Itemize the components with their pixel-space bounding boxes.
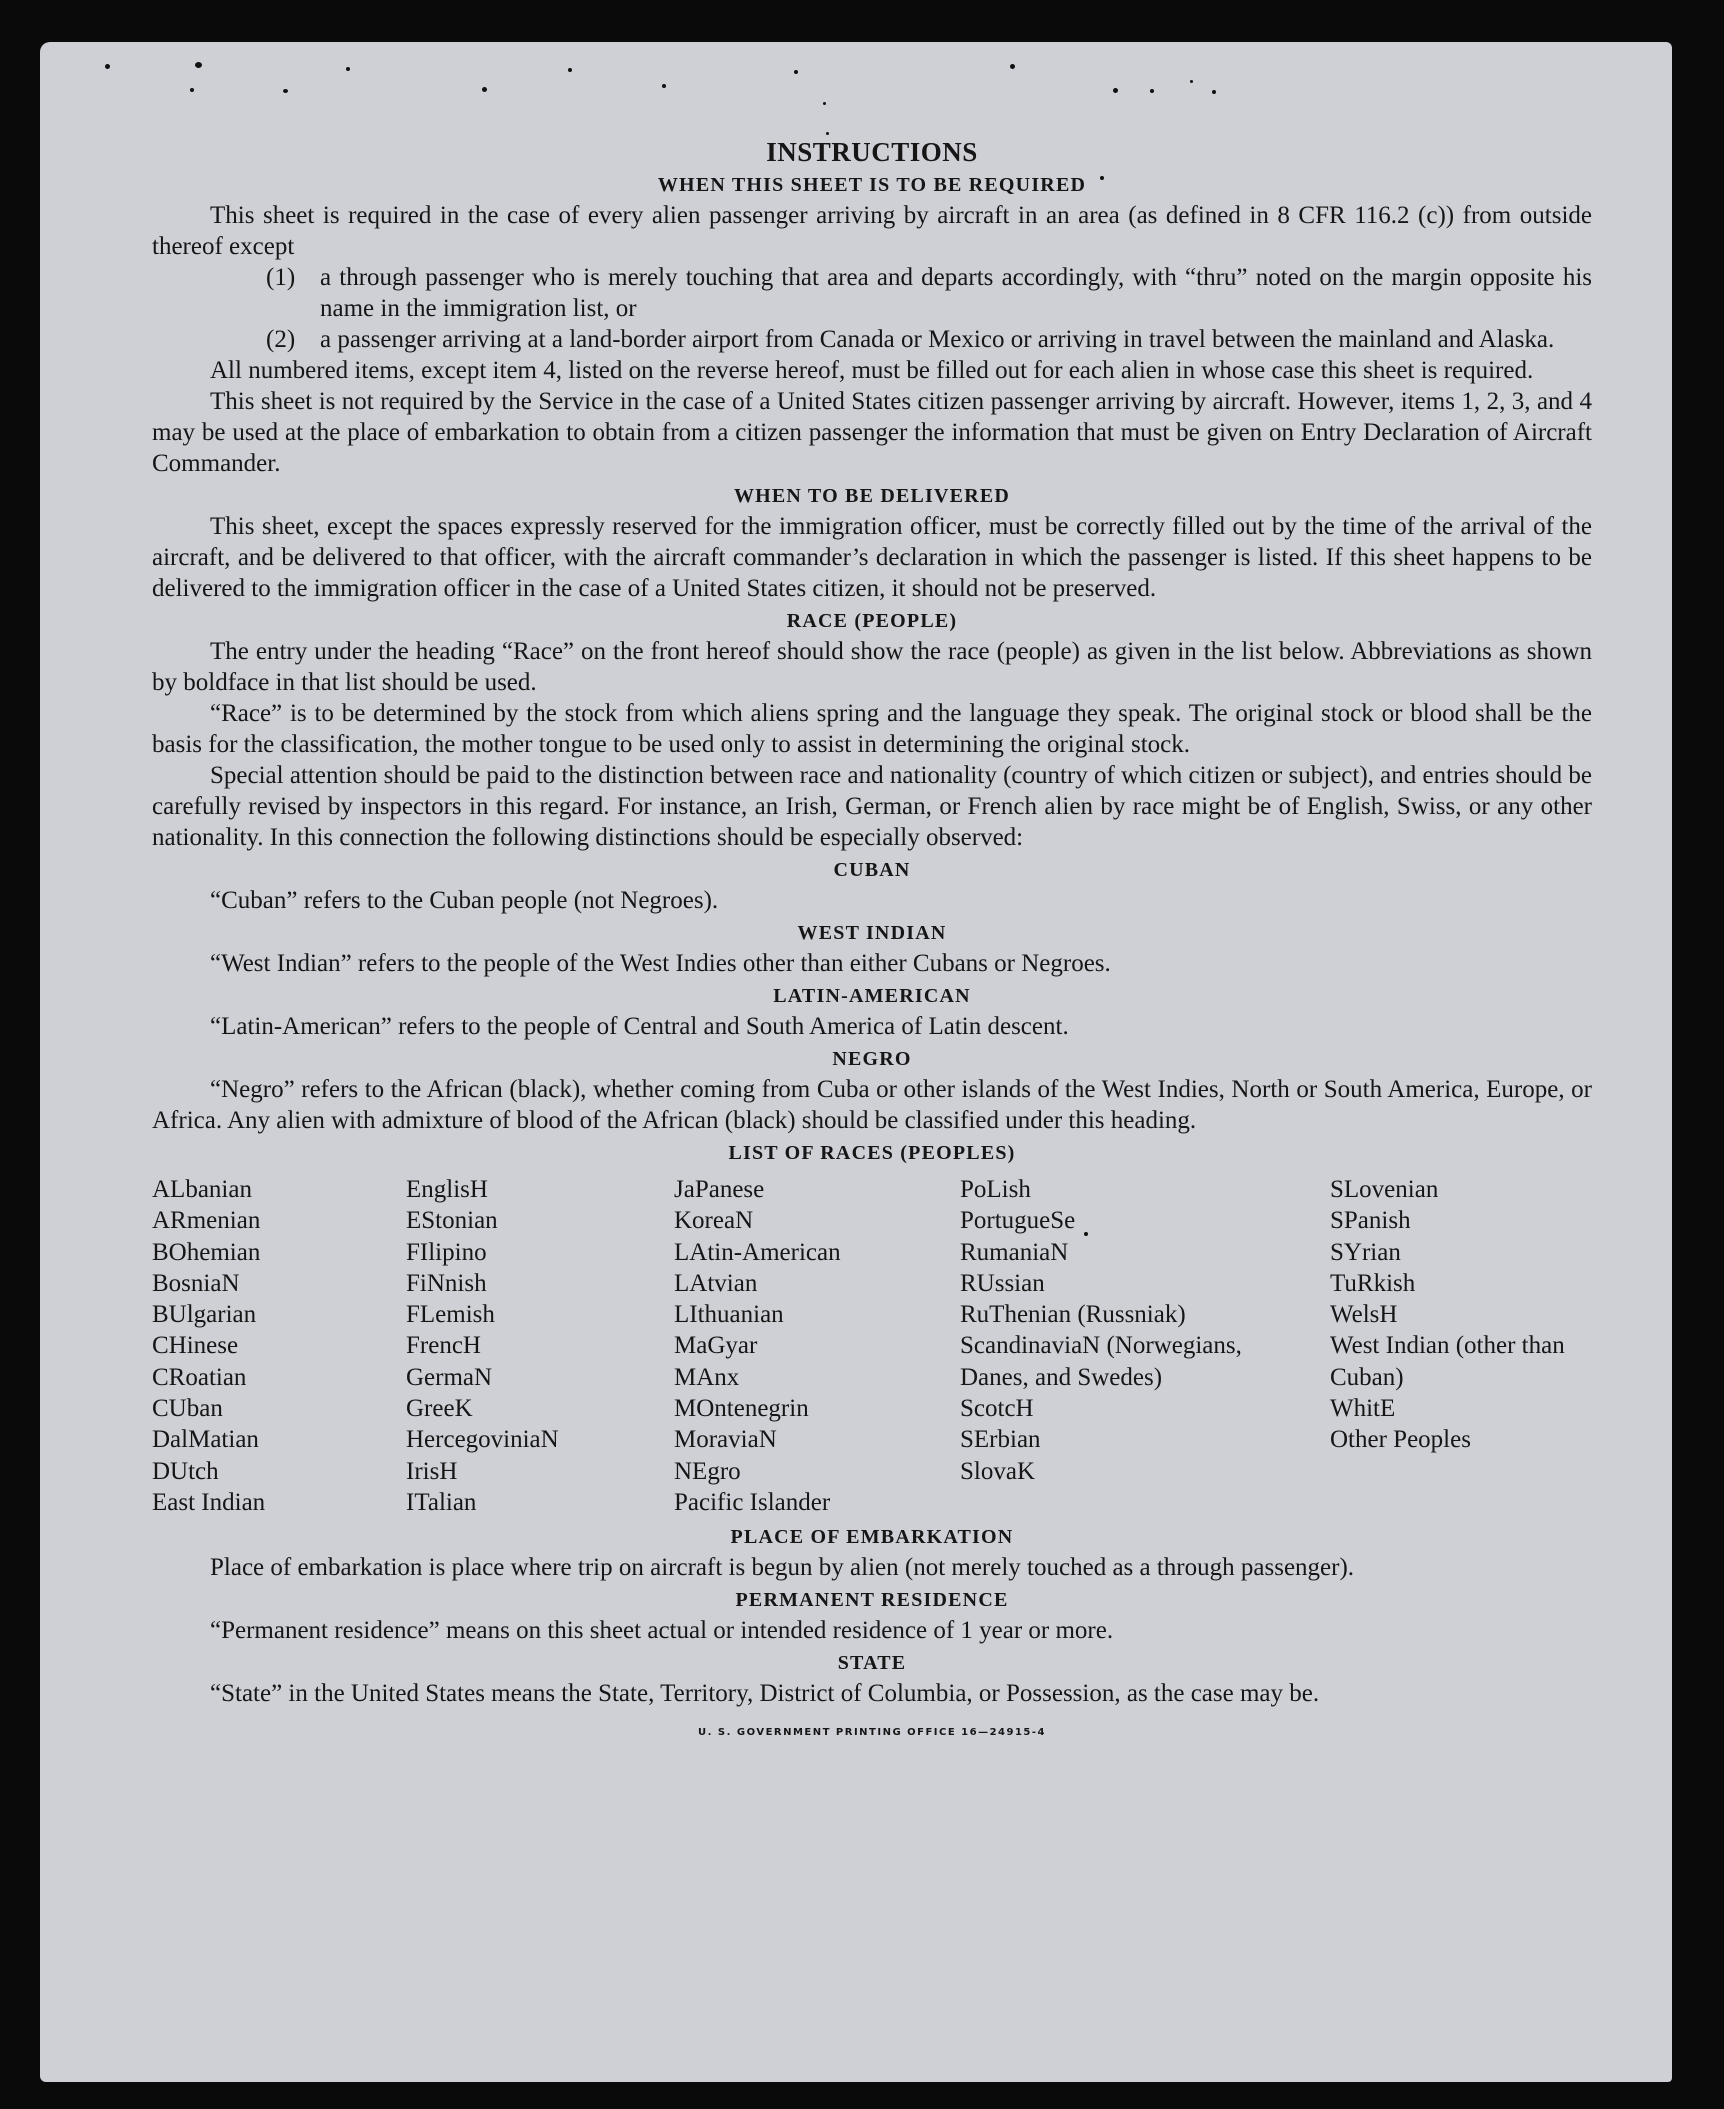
- speck: [346, 67, 350, 71]
- heading-cuban: CUBAN: [833, 859, 911, 881]
- race-entry: CHinese: [152, 1332, 239, 1360]
- item-text: a passenger arriving at a land-border airport from Canada or Mexico or arriving in travel between the mainland and Alaska.: [320, 326, 1555, 353]
- race-entry: RUssian: [960, 1269, 1045, 1297]
- speck: [283, 89, 288, 93]
- document-title: INSTRUCTIONS: [766, 137, 978, 167]
- definition-latin-american: “Latin-American” refers to the people of Central and South America of Latin descent.: [210, 1013, 1069, 1040]
- speck: [1190, 80, 1193, 83]
- paragraph-race-entry: The entry under the heading “Race” on the front hereof should show the race (people) as given in the list below. Abbreviations as shown by boldface in that list should be used.: [152, 638, 1592, 696]
- race-entry: KoreaN: [674, 1207, 754, 1235]
- definition-embarkation: Place of embarkation is place where trip on aircraft is begun by alien (not merely touched as a through passenger).: [210, 1554, 1355, 1582]
- race-entry: DalMatian: [152, 1426, 259, 1454]
- race-entry: SPanish: [1330, 1207, 1411, 1235]
- paragraph-delivery: This sheet, except the spaces expressly reserved for the immigration officer, must be correctly filled out by the time of the arrival of the aircraft, and be delivered to that officer, with the aircraft commander’s declaration in which the passenger is listed. If this sheet happens to be delivered to the immigration officer in the case of a United States citizen, it should not be preserved.: [152, 513, 1592, 602]
- race-entry: MAnx: [674, 1363, 740, 1391]
- speck: [195, 62, 202, 68]
- race-entry: PortugueSe: [960, 1207, 1076, 1235]
- race-entry: SYrian: [1330, 1238, 1401, 1266]
- speck: [190, 88, 194, 92]
- heading-state: STATE: [837, 1652, 907, 1675]
- heading-list-of-races: LIST OF RACES (PEOPLES): [728, 1142, 1016, 1164]
- speck: [482, 87, 487, 92]
- race-entry: West Indian (other than Cuban): [1330, 1332, 1565, 1391]
- race-entry: JaPanese: [674, 1176, 765, 1203]
- speck: [662, 84, 666, 88]
- race-entry: BOhemian: [152, 1238, 261, 1266]
- race-entry: CRoatian: [152, 1363, 247, 1391]
- definition-residence: “Permanent residence” means on this sheet actual or intended residence of 1 year or more.: [210, 1617, 1114, 1645]
- race-entry: Pacific Islander: [674, 1488, 831, 1516]
- heading-negro: NEGRO: [832, 1048, 912, 1070]
- definition-negro: “Negro” refers to the African (black), whether coming from Cuba or other islands of the West Indies, North or South America, Europe, or Africa. Any alien with admixture of blood of the African (black) should be classified under this heading.: [152, 1076, 1592, 1134]
- race-entry: NEgro: [674, 1457, 741, 1485]
- heading-place-of-embarkation: PLACE OF EMBARKATION: [730, 1526, 1014, 1549]
- race-column-5: [1330, 1174, 1592, 1518]
- speck: [1113, 88, 1118, 93]
- paragraph-citizen-passenger: This sheet is not required by the Service in the case of a United States citizen passenger arriving by aircraft. However, items 1, 2, 3, and 4 may be used at the place of embarkation to obtain from a citizen passenger the information that must be given on Entry Declaration of Aircraft Commander.: [152, 388, 1592, 477]
- heading-race: RACE (PEOPLE): [786, 610, 958, 632]
- race-entry: MOntenegrin: [674, 1395, 809, 1423]
- speck: [1010, 64, 1015, 69]
- race-entry: PoLish: [960, 1176, 1031, 1203]
- race-entry: SlovaK: [960, 1457, 1035, 1485]
- speck: [568, 68, 572, 72]
- heading-when-required: WHEN THIS SHEET IS TO BE REQUIRED: [657, 174, 1087, 196]
- paragraph-required-intro: This sheet is required in the case of every alien passenger arriving by aircraft in an area (as defined in 8 CFR 116.2 (c)) from outside thereof except: [152, 202, 1592, 260]
- heading-west-indian: WEST INDIAN: [797, 922, 947, 944]
- race-entry: LAtvian: [674, 1269, 758, 1297]
- paragraph-race-definition: “Race” is to be determined by the stock from which aliens spring and the language they speak. The original stock or blood shall be the basis for the classification, the mother tongue to be used only to assist in determining the original stock.: [152, 700, 1592, 758]
- race-entry: ARmenian: [152, 1207, 261, 1235]
- instructions-content: [152, 137, 1592, 1748]
- item-number: (1): [266, 264, 296, 291]
- definition-cuban: “Cuban” refers to the Cuban people (not Negroes).: [210, 887, 719, 914]
- item-number: (2): [266, 326, 296, 353]
- race-entry: MoraviaN: [674, 1426, 777, 1454]
- race-entry: FiNnish: [406, 1269, 487, 1297]
- race-entry: FrencH: [406, 1332, 481, 1360]
- race-entry: ITalian: [406, 1488, 477, 1516]
- paragraph-race-nationality: Special attention should be paid to the distinction between race and nationality (country of which citizen or subject), and entries should be carefully revised by inspectors in this regard. For instance, an Irish, German, or French alien by race might be of English, Swiss, or any other nationality. In this connection the following distinctions should be especially observed:: [152, 762, 1592, 851]
- race-entry: RuThenian (Russniak): [960, 1301, 1186, 1329]
- item-text: a through passenger who is merely touching that area and departs accordingly, with “thru” noted on the margin opposite his name in the immigration list, or: [320, 264, 1592, 322]
- exception-item-2: [266, 324, 1592, 355]
- speck: [823, 102, 826, 105]
- race-entry: LAtin-American: [674, 1238, 841, 1266]
- heading-latin-american: LATIN-AMERICAN: [773, 985, 971, 1007]
- race-entry: DUtch: [152, 1457, 219, 1485]
- race-entry: GreeK: [406, 1395, 473, 1423]
- race-column-2: [406, 1174, 674, 1518]
- speck: [794, 70, 798, 74]
- race-entry: EnglisH: [406, 1176, 488, 1203]
- race-entry: LIthuanian: [674, 1301, 784, 1329]
- race-entry: IrisH: [406, 1457, 458, 1485]
- speck: [826, 132, 829, 135]
- printing-office-footer: U. S. GOVERNMENT PRINTING OFFICE 16—24915-4: [698, 1727, 1046, 1739]
- race-entry: TuRkish: [1330, 1269, 1416, 1297]
- race-entry: FIlipino: [406, 1238, 487, 1266]
- race-entry: Other Peoples: [1330, 1426, 1471, 1454]
- race-entry: RumaniaN: [960, 1238, 1069, 1266]
- race-entry: BosniaN: [152, 1269, 240, 1297]
- race-column-4: [960, 1174, 1330, 1518]
- race-entry: EStonian: [406, 1207, 498, 1235]
- race-entry: ScandinaviaN (Norwegians, Danes, and Swedes): [960, 1332, 1242, 1391]
- race-column-3: [674, 1174, 960, 1518]
- race-entry: FLemish: [406, 1301, 495, 1329]
- definition-state: “State” in the United States means the State, Territory, District of Columbia, or Possession, as the case may be.: [210, 1680, 1320, 1708]
- race-entry: BUlgarian: [152, 1301, 257, 1329]
- race-entry: HercegoviniaN: [406, 1426, 559, 1454]
- race-column-1: [152, 1174, 406, 1518]
- race-entry: ALbanian: [152, 1176, 252, 1203]
- race-entry: WhitE: [1330, 1395, 1396, 1423]
- race-entry: CUban: [152, 1395, 223, 1423]
- race-entry: ScotcH: [960, 1395, 1034, 1423]
- document-sheet: [40, 42, 1672, 2082]
- speck: [1150, 89, 1154, 93]
- heading-when-delivered: WHEN TO BE DELIVERED: [733, 485, 1011, 507]
- definition-west-indian: “West Indian” refers to the people of the West Indies other than either Cubans or Negroes.: [210, 950, 1111, 977]
- race-entry: MaGyar: [674, 1332, 758, 1360]
- race-entry: GermaN: [406, 1363, 493, 1391]
- heading-permanent-residence: PERMANENT RESIDENCE: [735, 1589, 1009, 1612]
- exception-item-1: [266, 262, 1592, 324]
- race-entry: East Indian: [152, 1488, 266, 1516]
- race-entry: SLovenian: [1330, 1176, 1439, 1203]
- race-list: [152, 1174, 1592, 1518]
- paragraph-numbered-items: All numbered items, except item 4, listed on the reverse hereof, must be filled out for each alien in whose case this sheet is required.: [210, 357, 1534, 384]
- speck: [1212, 90, 1216, 94]
- race-entry: SErbian: [960, 1426, 1041, 1454]
- race-entry: WelsH: [1330, 1301, 1398, 1329]
- speck: [105, 64, 110, 69]
